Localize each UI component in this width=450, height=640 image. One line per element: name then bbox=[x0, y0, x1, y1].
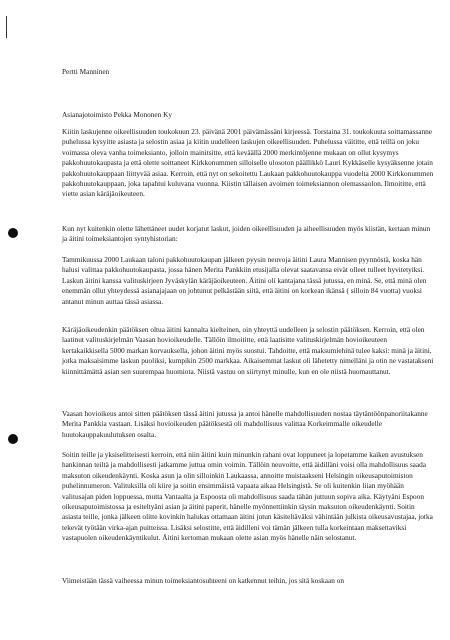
paragraph: Käräjäoikeudenkin päätöksen oltua äitini kannalta kielteinen, oin yhteyttä uudelleen ja selostin päätöksen. Kerroin, että olen laatinut valituskirjelmän Vaasan hovioikeudelle. Tällöin ilmoititte, että laatisitte valituskirjelmän hovioikeuteen kertakaikkisella 5000 markan korvauksella, johon äitini myös suostui. Tahdoitte, että maksumiehinä tulee kaksi: minä ja äitini, jotka maksaisimme laskun puoliksi, kumpikin 2500 markkaa. Aikaisemmat laskut oli lähetetty nimelläni ja otin ne vastatakseni kiinnittämättä asian sen suurempaa huomiota. Niistä vastuu on siirtynyt minulle, kun en ole niistä huomauttanut. bbox=[62, 325, 434, 376]
paragraph: Vaasan hovioikeus antoi sitten päätöksen tässä äitini jutussa ja antoi hänelle mahdollisuuden nostaa täytäntöönpanoriitakanne Merita Pankkia vastaan. Lisäksi hovioikeuden päätöksestä oli mahdollisuus valittaa Korkeimmalle oikeudelle huutokauppakuulutuksen osalta. bbox=[62, 409, 428, 439]
recipient-name: Asianajotoimisto Pekka Mononen Ky bbox=[62, 110, 173, 119]
paragraph: Soitin teille ja yksiselitteisesti kerroin, että niin äitini kuin minunkin rahani ovat loppuneet ja lopetamme kaiken avustuksen hankinnan teiltä ja mahdollisesti jatkamme juttua omin voimin. Tällöin neuvoitte, että äidilläni voisi olla mahdollisuus saada maksuton oikeudenkäynti. Koska asun ja olin silloinkin Laukaassa, annoitte muistaakseni Helsingin oikeusaputoimiston puhelinnumeron. Valituksilla oli kiire ja soitin ensimmäistä vapaata aikaa Helsingistä. Se oli kuitenkin liian myöhään valitusajan piden loppuessa, mutta Vantaalta ja Espoosta oli mahdollisuus saada tähän juttuun sopiva aika. Käytyäni Espoon oikeusaputoimistossa ja esiteltyäni asian ja äitini paperit, hänelle myönnettiinkin täysin maksuton oikeudenkäynti. Soitin asiasta teille, jonka jälkeen olitte kovinkin halukas ottamaan äitini jutun käsiteltäväksi vähintään julkista oikeusavustajaa, jotka tekevät työtään virka-ajan puitteissa. Lisäksi selostitte, että äidilleni voi tämän jälkeen tulla korkeintaan maksettaviksi vastapuolen oikeudenkäyntikulut. Äitini kertoman mukaan olette asian myös hänelle näin selostanut. bbox=[62, 450, 433, 543]
margin-mark bbox=[6, 16, 7, 38]
paragraph: Kiitin laskujenne oikeellisuuden toukokuun 23. päivänä 2001 päivämässäni kirjeessä. Torstaina 31. toukokuuta soittamassanne puhelussa kysyitte asiasta ja selostin asiaa ja kiitin uudelleen laskujen oikeellisuuden. Puhelussa väititte, että teillä on joku voimassa oleva vanha toimeksianto, jolloin mainitsitte, että keväällä 2000 merkintöjenne mukaan on ollut kysymys pakkohuutokaupasta ja että olette soittaneet Kirkkonummen silloiselle ulosoton päällikkö Lauri Kykkäselle kysyäksenne jotain pakkohuutokauppaan liittyvää asiaa. Kerroin, että nyt on sekoitettu Laukaan pakkohuutokauppa vuodelta 2000 Kirkkonummen pakkohuutokauppaan, joka tapahtui kuluvana vuonna. Kiistin tällaisen avoimen toimeksiannon olemassaolon. Ilmoititte, että viette asian käräjäoikeuteen. bbox=[62, 127, 434, 199]
sender-name: Pertti Manninen bbox=[62, 67, 110, 76]
paragraph: Viimeistään tässä vaiheessa minun toimeksiantosuhteeni on katkennut teihin, jos sitä koskaan on bbox=[62, 576, 345, 585]
punch-hole bbox=[8, 228, 18, 238]
punch-hole bbox=[8, 434, 18, 444]
paragraph: Kun nyt kuitenkin olette lähettäneet uudet korjatut laskut, joiden oikeellisuuden ja aiheellisuuden myös kiistän, kertaan minun ja äitini toimeksiantojen syntyhistorian: bbox=[62, 224, 431, 244]
paragraph: Tammikuussa 2000 Laukaan taloni pakkohuutokaupan jälkeen pyysin neuvoja äitini Laura Mannisen pyynnöstä, koska hän halusi valittaa pakkohuutokaupasta, jossa hänen Merita Pankkiin etusijalla olevat saatavansa eivät olleet tulleet hyvitetyiksi. Laskun äitini kanssa valituskirjeen Jyväskylän käräjäoikeuteen. Äitini oli kantajana tässä jutussa, en minä. Se, että minä olen enemmän ollut yhteydessä asianajajaan on johtunut pelkästään siitä, että äitini on korkean ikänsä ( silloin 84 vuotta) vuoksi antanut minun auttaa tässä asiassa. bbox=[62, 255, 427, 306]
